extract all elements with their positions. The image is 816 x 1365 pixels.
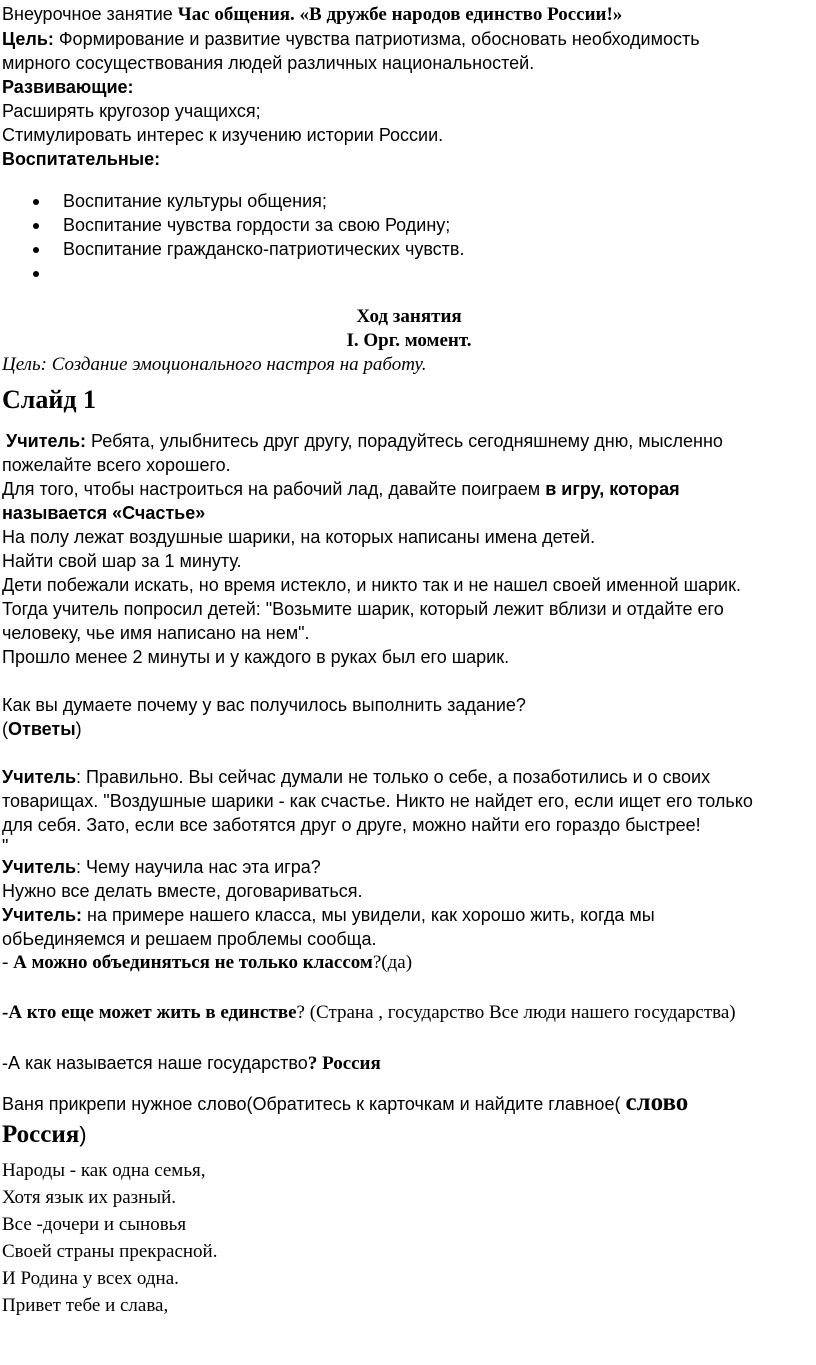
- goal-label: Цель:: [2, 29, 54, 49]
- teacher-reply-line-3: для себя. Зато, если все заботятся друг о друге, можно найти его гораздо быстрее!: [2, 815, 701, 835]
- story-line: Найти свой шар за 1 минуту.: [2, 551, 242, 571]
- document-header: [2, 2, 816, 27]
- story-line: Прошло менее 2 минуты и у каждого в руках был его шарик.: [2, 647, 510, 667]
- poem-line: Народы - как одна семья,: [2, 1160, 206, 1181]
- poem: [2, 1157, 816, 1319]
- teacher-label: Учитель:: [6, 431, 87, 451]
- teacher-intro-line-3: Для того, чтобы настроиться на рабочий лад, давайте поиграем в игру, которая: [2, 479, 680, 499]
- poem-line: Все -дочери и сыновья: [2, 1214, 187, 1235]
- goal-text-1: Формирование и развитие чувства патриотизма, обосновать необходимость: [53, 29, 700, 49]
- teacher-intro-line-2: пожелайте всего хорошего.: [2, 455, 231, 475]
- bullet-icon: [33, 199, 39, 205]
- teacher-question-answer: Нужно все делать вместе, договариваться.: [2, 881, 363, 901]
- question-class: - А можно объединяться не только классом?(да): [2, 952, 413, 973]
- story-line: На полу лежат воздушные шарики, на которых написаны имена детей.: [2, 527, 596, 547]
- teacher-label: Учитель: [2, 767, 77, 787]
- story-line: человеку, чье имя написано на нем".: [2, 623, 310, 643]
- vanya-instruction-end: Россия): [2, 1121, 87, 1148]
- educational-bullet-list: [2, 189, 816, 285]
- question-state: -А как называется наше государство? Россия: [2, 1053, 381, 1074]
- story-line: Дети побежали искать, но время истекло, и никто так и не нашел своей именной шарик.: [2, 575, 741, 595]
- teacher-class-line-2: обЬединяемся и решаем проблемы сообща.: [2, 929, 377, 949]
- question-why: Как вы думаете почему у вас получилось выполнить задание?: [2, 695, 526, 715]
- teacher-reply-line-1: Учитель: Правильно. Вы сейчас думали не только о себе, а позаботились и о своих: [2, 767, 711, 787]
- list-item: Воспитание чувства гордости за свою Родину;: [2, 213, 816, 237]
- story-line: Тогда учитель попросил детей: "Возьмите шарик, который лежит вблизи и отдайте его: [2, 599, 724, 619]
- lesson-stage-goal: Цель: Создание эмоционального настроя на работу.: [2, 354, 427, 375]
- answers-note: (Ответы): [2, 719, 82, 739]
- list-item: Воспитание культуры общения;: [2, 189, 816, 213]
- poem-line: Привет тебе и слава,: [2, 1295, 169, 1316]
- teacher-intro-line-1: Учитель: Ребята, улыбнитесь друг другу, порадуйтесь сегодняшнему дню, мысленно: [6, 431, 723, 451]
- bullet-icon: [33, 271, 39, 277]
- poem-line: Хотя язык их разный.: [2, 1187, 177, 1208]
- educational-heading: Воспитательные:: [2, 149, 161, 169]
- goal-line-2: мирного сосуществования людей различных национальностей.: [2, 53, 535, 73]
- teacher-question: Учитель: Чему научила нас эта игра?: [2, 857, 321, 877]
- teacher-reply-line-4: ": [2, 836, 9, 856]
- header-title: Час общения. «В дружбе народов единство России!»: [177, 4, 623, 25]
- teacher-class-line-1: Учитель: на примере нашего класса, мы увидели, как хорошо жить, когда мы: [2, 905, 655, 925]
- teacher-reply-line-2: товарищах. "Воздушные шарики - как счастье. Никто не найдет его, если ищет его только: [2, 791, 753, 811]
- header-prefix: Внеурочное занятие: [2, 4, 178, 24]
- teacher-label: Учитель:: [2, 905, 83, 925]
- list-item: Воспитание гражданско-патриотических чувств.: [2, 237, 816, 261]
- lesson-stage: I. Орг. момент.: [346, 330, 472, 351]
- developing-heading: Развивающие:: [2, 77, 134, 97]
- lesson-title: Ход занятия: [356, 306, 462, 327]
- bullet-icon: [33, 223, 39, 229]
- poem-line: И Родина у всех одна.: [2, 1268, 179, 1289]
- list-item: [2, 261, 816, 285]
- slide-heading: Слайд 1: [2, 385, 96, 414]
- teacher-intro-line-4: называется «Счастье»: [2, 503, 206, 523]
- developing-item-2: Стимулировать интерес к изучению истории России.: [2, 125, 444, 145]
- teacher-label: Учитель: [2, 857, 77, 877]
- poem-line: Своей страны прекрасной.: [2, 1241, 218, 1262]
- developing-item-1: Расширять кругозор учащихся;: [2, 101, 261, 121]
- vanya-instruction: Ваня прикрепи нужное слово(Обратитесь к карточкам и найдите главное( слово: [2, 1089, 689, 1116]
- bullet-icon: [33, 247, 39, 253]
- question-unity: -А кто еще может жить в единстве? (Страна , государство Все люди нашего государства): [2, 1002, 736, 1023]
- goal-line-1: [2, 27, 816, 51]
